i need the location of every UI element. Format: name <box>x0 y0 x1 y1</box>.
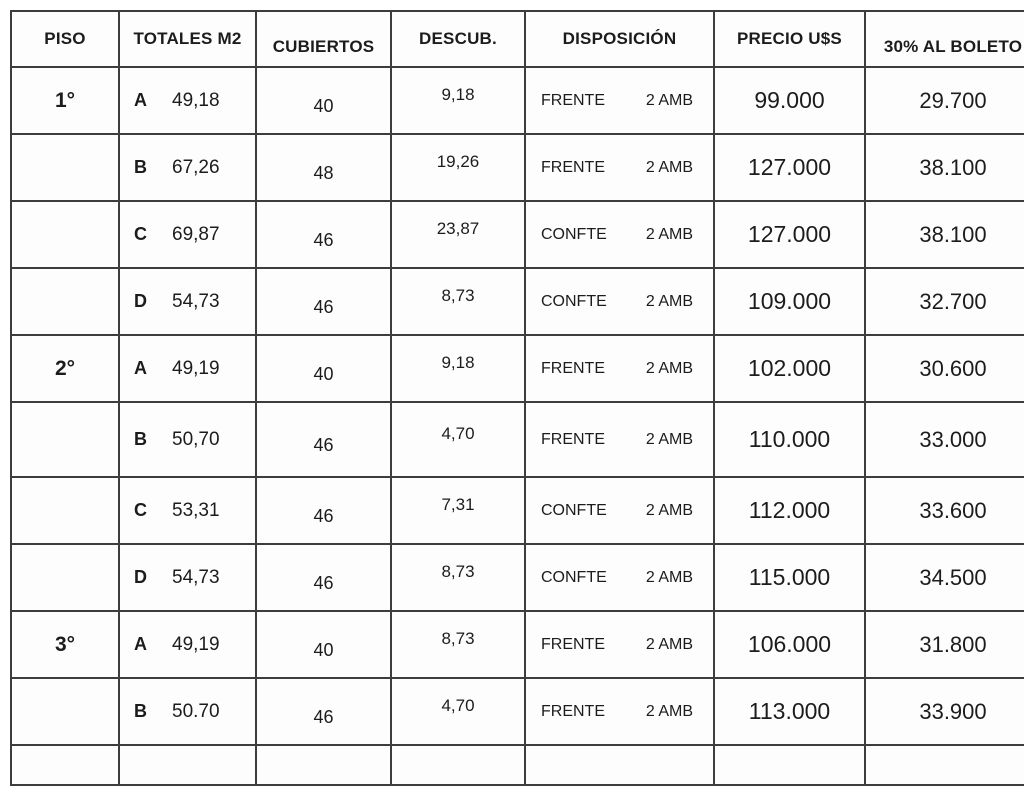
column-header-cubiertos <box>256 11 391 67</box>
table-row <box>11 201 1024 268</box>
cell-piso <box>11 544 119 611</box>
total-m2-value: 49,19 <box>172 633 220 655</box>
cell-descub <box>391 745 525 785</box>
column-header-cubiertos-label: CUBIERTOS <box>272 37 375 56</box>
orientation-value: FRENTE <box>541 359 605 377</box>
cell-totales-m2 <box>119 402 256 477</box>
cubiertos-value: 46 <box>313 707 334 727</box>
descub-value: 8,73 <box>441 628 475 648</box>
ambientes-value: 2 AMB <box>645 702 693 720</box>
cell-cubiertos <box>256 745 391 785</box>
cell-precio: 106.000 <box>714 611 865 678</box>
cell-disposicion <box>525 67 714 134</box>
cell-descub <box>391 67 525 134</box>
total-m2-value: 54,73 <box>172 566 220 588</box>
cell-cubiertos <box>256 201 391 268</box>
cell-totales-m2 <box>119 544 256 611</box>
unit-letter: B <box>134 701 147 721</box>
orientation-value: CONFTE <box>541 225 607 243</box>
cell-descub <box>391 268 525 335</box>
unit-letter: C <box>134 500 147 520</box>
cell-boleto: 29.700 <box>865 67 1024 134</box>
table-row <box>11 335 1024 402</box>
unit-letter: D <box>134 567 147 587</box>
cell-precio: 127.000 <box>714 134 865 201</box>
cell-totales-m2 <box>119 268 256 335</box>
column-header-precio <box>714 11 865 67</box>
descub-value: 23,87 <box>436 218 480 238</box>
cell-descub <box>391 477 525 544</box>
orientation-value: FRENTE <box>541 702 605 720</box>
cell-cubiertos <box>256 402 391 477</box>
ambientes-value: 2 AMB <box>645 635 693 653</box>
descub-value: 19,26 <box>436 151 480 171</box>
cell-disposicion <box>525 402 714 477</box>
cubiertos-value: 46 <box>313 573 334 593</box>
cell-precio: 127.000 <box>714 201 865 268</box>
cell-piso: 1° <box>11 67 119 134</box>
total-m2-value: 67,26 <box>172 156 220 178</box>
cell-precio: 102.000 <box>714 335 865 402</box>
column-header-disposicion-label: DISPOSICIÓN <box>562 29 677 48</box>
cubiertos-value: 40 <box>313 96 334 116</box>
ambientes-value: 2 AMB <box>645 91 693 109</box>
cell-totales-m2 <box>119 134 256 201</box>
cell-totales-m2 <box>119 678 256 745</box>
table-row <box>11 402 1024 477</box>
cell-precio: 115.000 <box>714 544 865 611</box>
cell-descub <box>391 335 525 402</box>
column-header-boleto-label: 30% AL BOLETO <box>883 37 1023 56</box>
ambientes-value: 2 AMB <box>645 158 693 176</box>
descub-value: 8,73 <box>441 561 475 581</box>
ambientes-value: 2 AMB <box>645 359 693 377</box>
cell-precio: 109.000 <box>714 268 865 335</box>
cubiertos-value: 46 <box>313 230 334 250</box>
descub-value: 7,31 <box>441 494 475 514</box>
cell-cubiertos <box>256 678 391 745</box>
cell-piso <box>11 201 119 268</box>
descub-value: 4,70 <box>441 695 475 715</box>
cell-cubiertos <box>256 611 391 678</box>
cell-precio: 112.000 <box>714 477 865 544</box>
column-header-totales <box>119 11 256 67</box>
total-m2-value: 49,19 <box>172 357 220 379</box>
cell-cubiertos <box>256 335 391 402</box>
unit-letter: D <box>134 291 147 311</box>
cell-disposicion <box>525 201 714 268</box>
table-row <box>11 67 1024 134</box>
cell-piso: 3° <box>11 611 119 678</box>
cell-totales-m2 <box>119 67 256 134</box>
table-row <box>11 611 1024 678</box>
ambientes-value: 2 AMB <box>645 501 693 519</box>
header-row <box>11 11 1024 67</box>
cell-precio: 110.000 <box>714 402 865 477</box>
orientation-value: FRENTE <box>541 430 605 448</box>
cell-piso: 2° <box>11 335 119 402</box>
total-m2-value: 53,31 <box>172 499 220 521</box>
cell-cubiertos <box>256 268 391 335</box>
column-header-piso <box>11 11 119 67</box>
cubiertos-value: 46 <box>313 435 334 455</box>
cell-descub <box>391 402 525 477</box>
table-row <box>11 268 1024 335</box>
cell-boleto: 33.900 <box>865 678 1024 745</box>
cell-disposicion <box>525 678 714 745</box>
cell-precio: 99.000 <box>714 67 865 134</box>
cell-totales-m2 <box>119 477 256 544</box>
cubiertos-value: 46 <box>313 297 334 317</box>
cell-totales-m2 <box>119 201 256 268</box>
cell-totales-m2 <box>119 611 256 678</box>
total-m2-value: 50,70 <box>172 428 220 450</box>
cell-disposicion <box>525 745 714 785</box>
total-m2-value: 69,87 <box>172 223 220 245</box>
table-row <box>11 678 1024 745</box>
cell-boleto: 34.500 <box>865 544 1024 611</box>
cell-totales-m2 <box>119 335 256 402</box>
column-header-descub-label: DESCUB. <box>419 29 497 48</box>
cell-boleto: 38.100 <box>865 201 1024 268</box>
cell-descub <box>391 544 525 611</box>
cell-descub <box>391 611 525 678</box>
orientation-value: FRENTE <box>541 158 605 176</box>
column-header-disposicion <box>525 11 714 67</box>
cell-piso <box>11 477 119 544</box>
unit-letter: A <box>134 90 147 110</box>
orientation-value: CONFTE <box>541 292 607 310</box>
column-header-totales-label: TOTALES M2 <box>133 29 242 48</box>
cell-totales-m2 <box>119 745 256 785</box>
cell-descub <box>391 134 525 201</box>
column-header-precio-label: PRECIO U$S <box>737 29 842 48</box>
descub-value: 8,73 <box>441 285 475 305</box>
price-list-sheet <box>10 10 1024 786</box>
total-m2-value: 50.70 <box>172 700 220 722</box>
cell-piso <box>11 134 119 201</box>
ambientes-value: 2 AMB <box>645 568 693 586</box>
cell-disposicion <box>525 477 714 544</box>
cell-precio <box>714 745 865 785</box>
cubiertos-value: 40 <box>313 640 334 660</box>
unit-letter: A <box>134 634 147 654</box>
descub-value: 9,18 <box>441 84 475 104</box>
orientation-value: FRENTE <box>541 635 605 653</box>
cell-descub <box>391 201 525 268</box>
cell-piso <box>11 402 119 477</box>
cubiertos-value: 46 <box>313 506 334 526</box>
cell-disposicion <box>525 134 714 201</box>
column-header-piso-label: PISO <box>44 29 86 48</box>
unit-letter: A <box>134 358 147 378</box>
apartment-price-table <box>10 10 1024 786</box>
total-m2-value: 54,73 <box>172 290 220 312</box>
table-row <box>11 134 1024 201</box>
cell-cubiertos <box>256 477 391 544</box>
unit-letter: B <box>134 157 147 177</box>
cell-piso <box>11 268 119 335</box>
orientation-value: CONFTE <box>541 501 607 519</box>
unit-letter: B <box>134 429 147 449</box>
ambientes-value: 2 AMB <box>645 225 693 243</box>
cell-precio: 113.000 <box>714 678 865 745</box>
cell-disposicion <box>525 268 714 335</box>
ambientes-value: 2 AMB <box>645 430 693 448</box>
cell-cubiertos <box>256 67 391 134</box>
orientation-value: FRENTE <box>541 91 605 109</box>
table-row <box>11 544 1024 611</box>
cubiertos-value: 40 <box>313 364 334 384</box>
cell-descub <box>391 678 525 745</box>
unit-letter: C <box>134 224 147 244</box>
cell-boleto: 33.600 <box>865 477 1024 544</box>
cell-piso <box>11 678 119 745</box>
column-header-boleto <box>865 11 1024 67</box>
cell-boleto: 33.000 <box>865 402 1024 477</box>
cell-boleto: 30.600 <box>865 335 1024 402</box>
cell-disposicion <box>525 544 714 611</box>
cell-cubiertos <box>256 134 391 201</box>
total-m2-value: 49,18 <box>172 89 220 111</box>
column-header-descub <box>391 11 525 67</box>
table-row <box>11 477 1024 544</box>
cell-boleto: 38.100 <box>865 134 1024 201</box>
descub-value: 4,70 <box>441 423 475 443</box>
descub-value: 9,18 <box>441 352 475 372</box>
cell-disposicion <box>525 335 714 402</box>
cell-cubiertos <box>256 544 391 611</box>
cell-disposicion <box>525 611 714 678</box>
cell-piso <box>11 745 119 785</box>
cell-boleto <box>865 745 1024 785</box>
orientation-value: CONFTE <box>541 568 607 586</box>
cell-boleto: 31.800 <box>865 611 1024 678</box>
cubiertos-value: 48 <box>313 163 334 183</box>
ambientes-value: 2 AMB <box>645 292 693 310</box>
table-row-empty-partial <box>11 745 1024 785</box>
cell-boleto: 32.700 <box>865 268 1024 335</box>
